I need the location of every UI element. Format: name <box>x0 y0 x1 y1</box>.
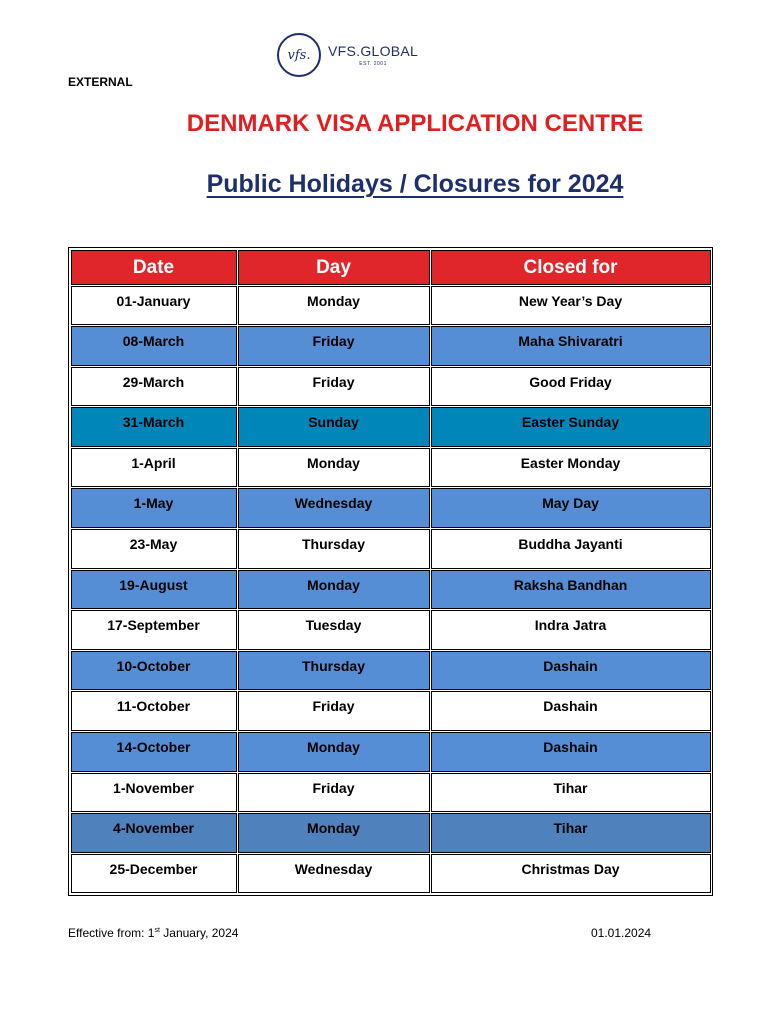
table-row <box>70 326 711 367</box>
header-day: Day <box>238 250 430 285</box>
cell-closed-for: Easter Monday <box>431 448 711 488</box>
header-date: Date <box>71 250 237 285</box>
table-row <box>70 732 711 773</box>
table-row <box>70 650 711 691</box>
classification-label: EXTERNAL <box>68 75 133 89</box>
cell-day: Tuesday <box>238 610 430 650</box>
cell-closed-for: Easter Sunday <box>431 407 711 447</box>
table-row <box>70 691 711 732</box>
cell-date: 08-March <box>71 326 237 366</box>
cell-day: Thursday <box>238 529 430 569</box>
cell-date: 10-October <box>71 651 237 691</box>
cell-day: Monday <box>238 570 430 610</box>
cell-closed-for: Good Friday <box>431 367 711 407</box>
vfs-logo-mark: vfs. <box>277 33 321 77</box>
cell-date: 14-October <box>71 732 237 772</box>
logo-name: VFS.GLOBAL <box>328 43 419 59</box>
table-header-row <box>70 249 711 285</box>
cell-date: 01-January <box>71 286 237 326</box>
table-row <box>70 610 711 651</box>
table-row <box>70 772 711 813</box>
cell-closed-for: Maha Shivaratri <box>431 326 711 366</box>
cell-day: Friday <box>238 326 430 366</box>
cell-day: Friday <box>238 367 430 407</box>
cell-closed-for: Dashain <box>431 651 711 691</box>
cell-day: Monday <box>238 448 430 488</box>
cell-date: 17-September <box>71 610 237 650</box>
document-title: DENMARK VISA APPLICATION CENTRE <box>186 110 644 137</box>
footer-effective: Effective from: 1st January, 2024 <box>68 926 239 940</box>
cell-closed-for: New Year’s Day <box>431 286 711 326</box>
table-row <box>70 488 711 529</box>
cell-day: Sunday <box>238 407 430 447</box>
cell-closed-for: Tihar <box>431 773 711 813</box>
table-row <box>70 447 711 488</box>
cell-date: 19-August <box>71 570 237 610</box>
holiday-table <box>68 247 713 896</box>
cell-closed-for: Christmas Day <box>431 854 711 894</box>
cell-day: Wednesday <box>238 854 430 894</box>
cell-closed-for: Indra Jatra <box>431 610 711 650</box>
cell-day: Monday <box>238 732 430 772</box>
cell-day: Wednesday <box>238 488 430 528</box>
table-row <box>70 366 711 407</box>
cell-closed-for: Dashain <box>431 732 711 772</box>
cell-date: 23-May <box>71 529 237 569</box>
cell-day: Friday <box>238 691 430 731</box>
cell-date: 31-March <box>71 407 237 447</box>
cell-closed-for: Dashain <box>431 691 711 731</box>
cell-date: 1-April <box>71 448 237 488</box>
cell-day: Monday <box>238 286 430 326</box>
cell-closed-for: Buddha Jayanti <box>431 529 711 569</box>
footer-date: 01.01.2024 <box>591 926 652 940</box>
table-row <box>70 569 711 610</box>
cell-day: Thursday <box>238 651 430 691</box>
table-row <box>70 407 711 448</box>
table-row <box>70 285 711 326</box>
document-subtitle: Public Holidays / Closures for 2024 <box>206 170 624 198</box>
logo-est: EST. 2001 <box>359 61 387 67</box>
cell-date: 1-November <box>71 773 237 813</box>
cell-closed-for: Raksha Bandhan <box>431 570 711 610</box>
cell-date: 1-May <box>71 488 237 528</box>
vfs-global-logo <box>277 32 418 78</box>
cell-day: Friday <box>238 773 430 813</box>
cell-date: 4-November <box>71 813 237 853</box>
cell-closed-for: May Day <box>431 488 711 528</box>
cell-date: 11-October <box>71 691 237 731</box>
table-row <box>70 813 711 854</box>
cell-day: Monday <box>238 813 430 853</box>
table-row <box>70 853 711 894</box>
table-body <box>70 285 711 894</box>
table-row <box>70 529 711 570</box>
cell-closed-for: Tihar <box>431 813 711 853</box>
cell-date: 25-December <box>71 854 237 894</box>
header-closed-for: Closed for <box>431 250 711 285</box>
cell-date: 29-March <box>71 367 237 407</box>
